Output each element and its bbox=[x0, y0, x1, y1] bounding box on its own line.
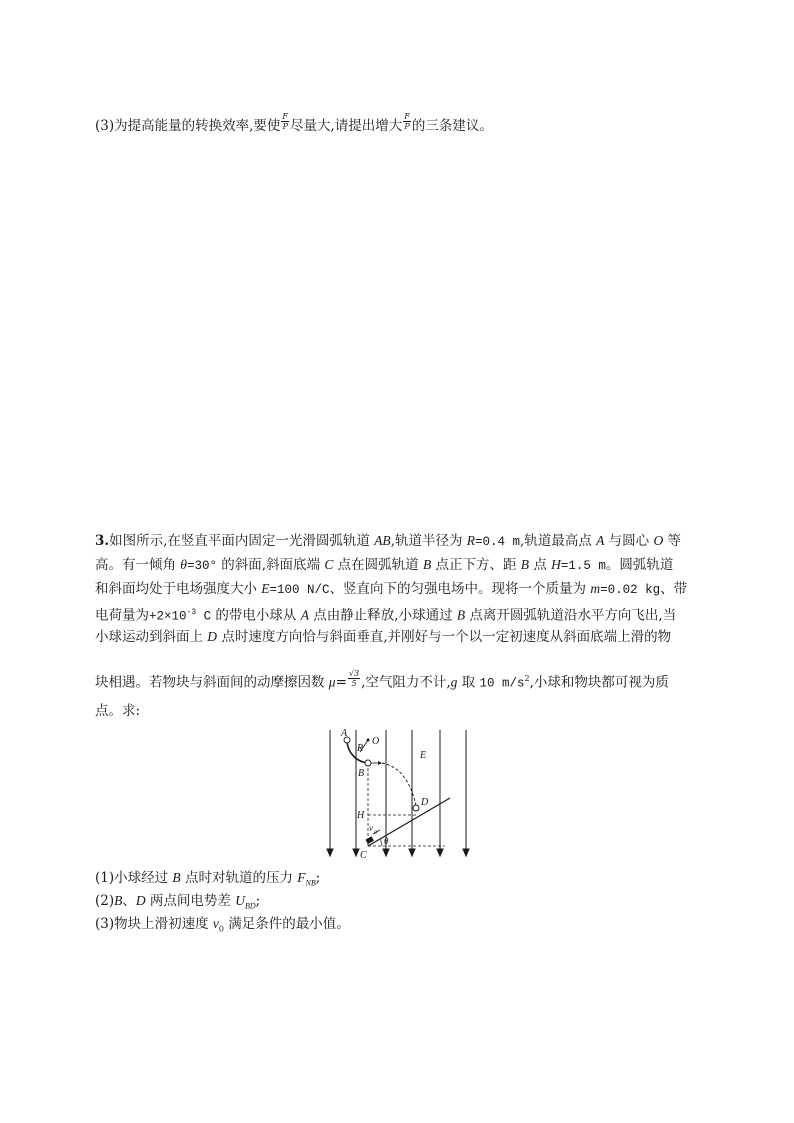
text-segment: ,小球和物块都可视为质 bbox=[529, 674, 669, 691]
text-segment: ; bbox=[315, 870, 321, 886]
var-mu: μ bbox=[328, 674, 336, 690]
text-segment: 电荷量为 bbox=[95, 607, 149, 624]
arrow-head bbox=[378, 761, 382, 765]
value-m: =0.02 kg bbox=[600, 583, 661, 597]
value-E: =100 N/C bbox=[269, 583, 330, 597]
physics-diagram bbox=[320, 728, 480, 863]
text-segment: 点 bbox=[529, 557, 552, 573]
value-H: =1.5 m bbox=[560, 559, 606, 573]
var-O: O bbox=[653, 533, 664, 548]
text-segment: 、带 bbox=[660, 581, 688, 597]
var-AB: AB bbox=[374, 533, 391, 548]
text-segment: ,空气阻力不计, bbox=[361, 674, 451, 691]
exponent: -3 bbox=[186, 608, 197, 617]
text-segment: ,轨道最高点 bbox=[520, 533, 597, 549]
text-segment: (1)小球经过 bbox=[95, 870, 173, 886]
fraction-numerator: √3 bbox=[348, 668, 360, 678]
text-segment: 如图所示,在竖直平面内固定一光滑圆弧轨道 bbox=[109, 533, 375, 549]
var-H: H bbox=[551, 557, 561, 572]
label-H: H bbox=[357, 810, 365, 821]
text-segment: 的斜面,斜面底端 bbox=[216, 557, 325, 573]
field-arrow bbox=[409, 849, 415, 856]
text-segment: 点时对轨道的压力 bbox=[180, 870, 298, 886]
var-A: A bbox=[300, 607, 309, 623]
text-segment: 高。有一倾角 bbox=[95, 557, 181, 573]
problem3-line-4 bbox=[95, 604, 676, 626]
var-g: g bbox=[450, 674, 458, 690]
label-R: R bbox=[357, 743, 364, 754]
text-segment: ,轨道半径为 bbox=[390, 533, 467, 549]
label-A: A bbox=[341, 728, 348, 739]
subscript: BD bbox=[244, 901, 256, 911]
text-segment: 与圆心 bbox=[604, 533, 654, 549]
problem3-line-1 bbox=[95, 532, 681, 551]
equals-sign: = bbox=[335, 674, 347, 691]
text-segment: 、 bbox=[122, 893, 136, 909]
field-arrow bbox=[327, 849, 333, 856]
var-B: B bbox=[422, 557, 432, 572]
fraction-sqrt3-over-5 bbox=[348, 669, 360, 688]
var-B: B bbox=[114, 893, 123, 908]
ball-at-B bbox=[365, 760, 371, 766]
var-C: C bbox=[324, 557, 334, 572]
var-A: A bbox=[596, 533, 605, 548]
text-segment: 满足条件的最小值。 bbox=[224, 916, 350, 932]
fraction-denominator: 5 bbox=[351, 678, 357, 688]
problem3-line-5 bbox=[95, 628, 671, 646]
text-segment: (3)物块上滑初速度 bbox=[95, 916, 213, 932]
fraction-denominator: P bbox=[282, 122, 288, 131]
text-segment: (3)为提高能量的转换效率,要使 bbox=[95, 118, 281, 134]
var-B: B bbox=[172, 870, 181, 885]
problem3-line-3 bbox=[95, 580, 687, 599]
value-q: +2×10 bbox=[149, 609, 187, 624]
text-segment: 等 bbox=[663, 533, 682, 549]
value-g: 10 m/s bbox=[479, 676, 525, 691]
problem3-line-7 bbox=[95, 702, 140, 720]
subscript: 0 bbox=[218, 924, 225, 934]
label-v0-subscript: 0 bbox=[374, 830, 377, 836]
var-theta: θ bbox=[180, 557, 187, 572]
var-E: E bbox=[261, 581, 270, 596]
text-segment: 点由静止释放,小球通过 bbox=[308, 607, 457, 624]
incline bbox=[368, 798, 450, 846]
value-R: =0.4 m bbox=[475, 535, 521, 549]
unit-coulomb: C bbox=[196, 609, 212, 624]
var-D: D bbox=[207, 629, 218, 644]
problem3-line-6 bbox=[95, 670, 669, 693]
text-segment: 点离开圆弧轨道沿水平方向飞出,当 bbox=[465, 607, 677, 624]
field-arrow bbox=[463, 849, 469, 856]
text-segment: 点时速度方向恰与斜面垂直,并刚好与一个以一定初速度从斜面底端上滑的物 bbox=[217, 629, 672, 645]
text-segment: 尽量大,请提出增大 bbox=[289, 118, 403, 134]
subquestion-2 bbox=[95, 892, 260, 916]
text-segment: 点。求: bbox=[95, 703, 141, 719]
value-theta: =30° bbox=[186, 559, 217, 573]
label-C: C bbox=[360, 850, 367, 861]
text-segment: 点在圆弧轨道 bbox=[333, 557, 423, 573]
fraction-f-over-p bbox=[281, 112, 289, 131]
ball-at-D bbox=[413, 805, 419, 811]
subquestion-1 bbox=[95, 869, 320, 893]
label-B: B bbox=[358, 768, 365, 779]
problem-number: 3. bbox=[95, 533, 110, 549]
var-F: F bbox=[297, 870, 306, 885]
var-R: R bbox=[466, 533, 476, 548]
text-segment: 取 bbox=[457, 674, 480, 691]
text-segment: 块相遇。若物块与斜面间的动摩擦因数 bbox=[95, 674, 329, 691]
text-segment: 、竖直向下的匀强电场中。现将一个质量为 bbox=[329, 581, 591, 597]
var-U: U bbox=[235, 893, 245, 908]
text-segment: ; bbox=[255, 893, 261, 909]
label-D: D bbox=[421, 797, 429, 808]
trajectory bbox=[382, 763, 416, 806]
text-segment: 的三条建议。 bbox=[411, 118, 493, 134]
subquestion-3 bbox=[95, 915, 350, 939]
fraction-numerator: F bbox=[404, 112, 410, 121]
var-D: D bbox=[135, 893, 146, 908]
label-theta: θ bbox=[384, 836, 389, 846]
angle-arc bbox=[380, 839, 382, 846]
exponent: 2 bbox=[524, 674, 530, 683]
text-segment: 点正下方、距 bbox=[431, 557, 521, 573]
field-arrow bbox=[383, 849, 389, 856]
fraction-denominator: P bbox=[404, 122, 410, 131]
subscript: NB bbox=[305, 878, 316, 888]
text-segment: 的带电小球从 bbox=[211, 607, 301, 624]
label-E: E bbox=[420, 750, 427, 761]
field-arrow bbox=[353, 849, 359, 856]
text-segment: 两点间电势差 bbox=[145, 893, 236, 909]
var-v: v bbox=[212, 916, 219, 931]
text-segment: 和斜面均处于电场强度大小 bbox=[95, 581, 262, 597]
fraction-numerator: F bbox=[282, 112, 288, 121]
var-B: B bbox=[456, 607, 466, 623]
text-segment: (2) bbox=[95, 893, 115, 909]
field-arrow bbox=[437, 849, 443, 856]
prev-question-part3 bbox=[95, 112, 493, 136]
center-point-O bbox=[367, 739, 370, 742]
text-segment: 小球运动到斜面上 bbox=[95, 629, 208, 645]
label-v0: v bbox=[369, 823, 373, 833]
var-m: m bbox=[590, 581, 601, 596]
fraction-f-over-p bbox=[403, 112, 411, 131]
problem3-line-2 bbox=[95, 556, 673, 575]
label-O: O bbox=[372, 736, 380, 747]
var-B: B bbox=[520, 557, 530, 572]
text-segment: 。圆弧轨道 bbox=[605, 557, 674, 573]
